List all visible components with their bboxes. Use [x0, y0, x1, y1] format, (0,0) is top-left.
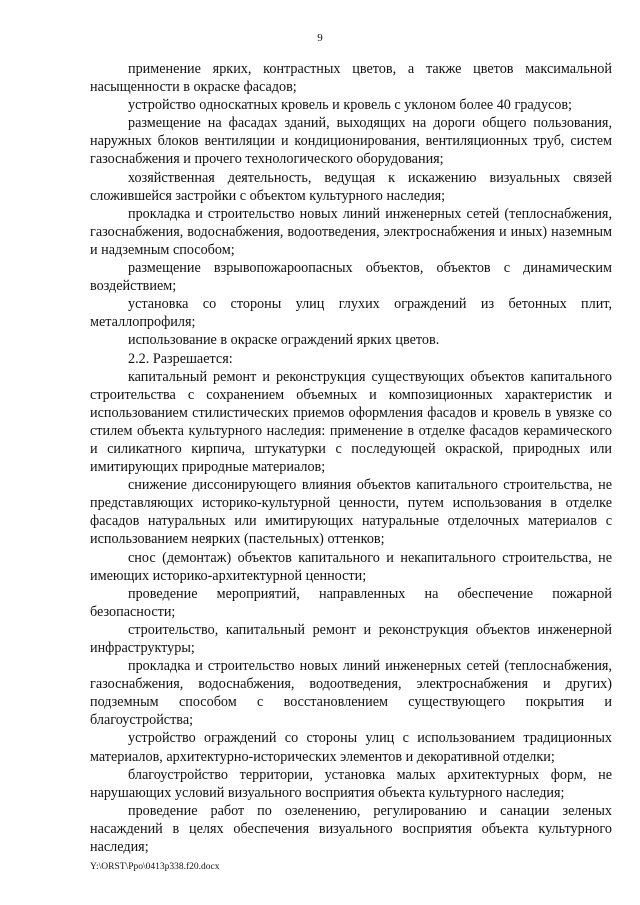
section-heading: 2.2. Разрешается: [128, 350, 233, 367]
paragraph: установка со стороны улиц глухих ограждений из бетонных плит, металлопрофиля; [90, 296, 612, 331]
paragraph: хозяйственная деятельность, ведущая к искажению визуальных связей сложившейся застройки с объектом культурного наследия; [90, 169, 612, 204]
paragraph: прокладка и строительство новых линий инженерных сетей (теплоснабжения, газоснабжения, водоснабжения, водоотведения, электроснабжения и иных) наземным и надземным способом; [90, 205, 612, 258]
paragraph: размещение взрывопожароопасных объектов, объектов с динамическим воздействием; [90, 260, 612, 295]
paragraph: проведение работ по озеленению, регулированию и санации зеленых насаждений в целях обеспечения визуального восприятия объекта культурного наследия; [90, 802, 612, 856]
page-number: 9 [317, 32, 323, 44]
paragraph: устройство односкатных кровель и кровель с уклоном более 40 градусов; [128, 97, 572, 114]
paragraph: размещение на фасадах зданий, выходящих на дороги общего пользования, наружных блоков вентиляции и кондиционирования, вентиляционных труб, систем газоснабжения и прочего технологического оборудования; [90, 115, 612, 168]
document-body [90, 60, 612, 856]
paragraph: прокладка и строительство новых линий инженерных сетей (теплоснабжения, газоснабжения, водоснабжения, водоотведения, электроснабжения и других) подземным способом с восстановлением существующего покрытия и благоустройства; [90, 658, 612, 729]
paragraph: устройство ограждений со стороны улиц с использованием традиционных материалов, архитектурно-исторических элементов и декоративной отделки; [90, 730, 612, 765]
footer-file-path: Y:\ORST\Ppo\0413p338.f20.docx [90, 862, 220, 872]
paragraph: применение ярких, контрастных цветов, а также цветов максимальной насыщенности в окраске фасадов; [90, 61, 612, 96]
paragraph: использование в окраске ограждений ярких цветов. [128, 332, 440, 349]
paragraph: проведение мероприятий, направленных на обеспечение пожарной безопасности; [90, 585, 612, 620]
paragraph: снос (демонтаж) объектов капитального и некапитального строительства, не имеющих историко-архитектурной ценности; [90, 549, 612, 584]
paragraph: снижение диссонирующего влияния объектов капитального строительства, не представляющих историко-культурной ценности, путем использования в отделке фасадов натуральных или имитирующих натуральные отделочных материалов с использованием неярких (пастельных) оттенков; [90, 477, 612, 548]
paragraph: благоустройство территории, установка малых архитектурных форм, не нарушающих условий визуального восприятия объекта культурного наследия; [90, 766, 612, 801]
paragraph: капитальный ремонт и реконструкция существующих объектов капитального строительства с сохранением объемных и композиционных характеристик и использованием стилистических приемов оформления фасадов и кровель в увязке со стилем объекта культурного наследия: применение в отделке фасадов керамического и силикатного кирпича, штукатурки с последующей окраской, природных или имитирующих природные материалов; [90, 368, 612, 476]
paragraph: строительство, капитальный ремонт и реконструкция объектов инженерной инфраструктуры; [90, 621, 612, 656]
